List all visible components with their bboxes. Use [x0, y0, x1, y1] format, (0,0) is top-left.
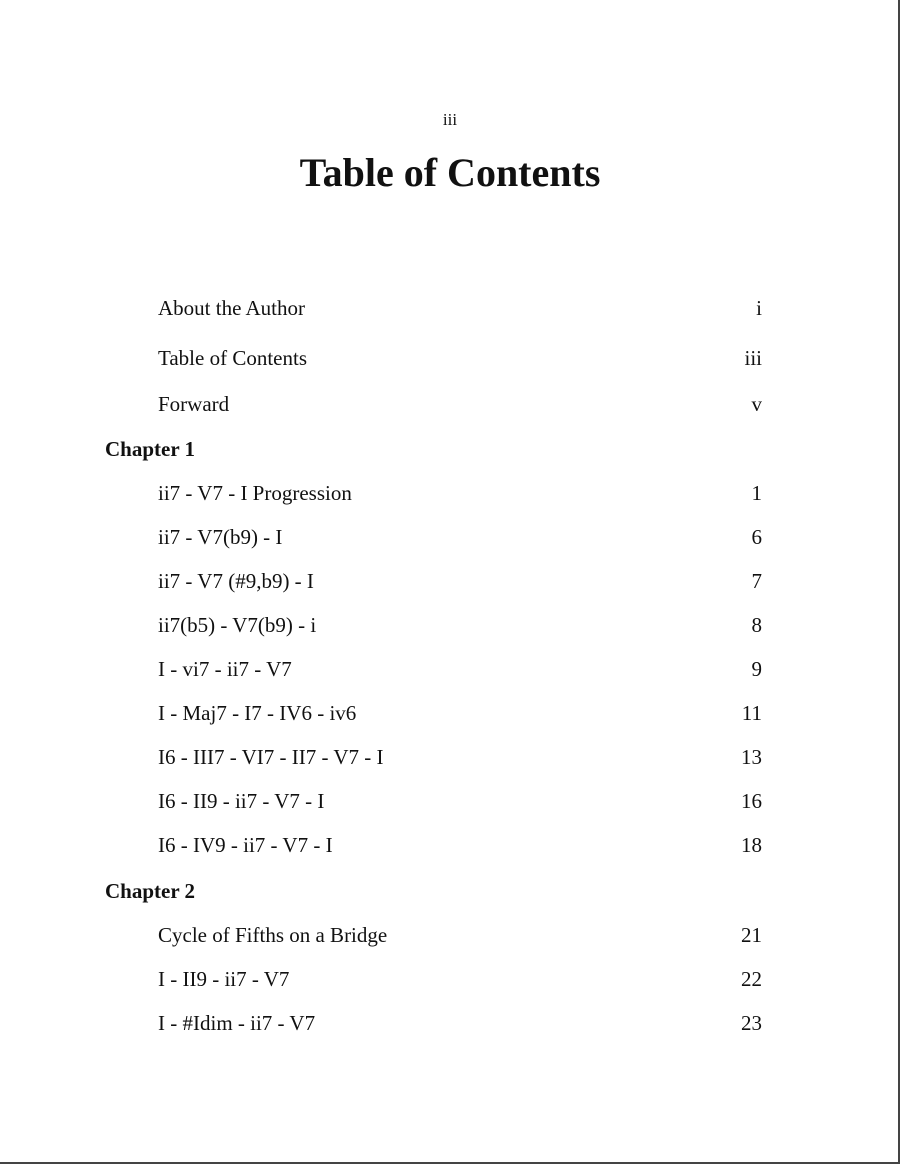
toc-entry[interactable] — [158, 786, 762, 816]
toc-entry-title: Table of Contents — [158, 346, 307, 370]
toc-entry-title: ii7 - V7 (#9,b9) - I — [158, 569, 314, 593]
toc-entry[interactable] — [158, 920, 762, 950]
toc-entry-page: 6 — [751, 525, 762, 549]
toc-entry-title: I6 - III7 - VI7 - II7 - V7 - I — [158, 745, 384, 769]
toc-entry-page: 11 — [741, 701, 762, 725]
toc-entry-page: 23 — [741, 1011, 762, 1035]
page-title: Table of Contents — [299, 150, 601, 195]
toc-entry-page: 13 — [741, 745, 762, 769]
toc-entry-title: I6 - II9 - ii7 - V7 - I — [158, 789, 325, 813]
toc-entry-page: 21 — [741, 923, 762, 947]
toc-entry-page: 18 — [741, 833, 762, 857]
toc-entry-title: ii7(b5) - V7(b9) - i — [158, 613, 317, 637]
toc-entry-page: iii — [744, 346, 762, 370]
toc-entry[interactable] — [158, 522, 762, 552]
toc-entry-title: I - #Idim - ii7 - V7 — [158, 1011, 316, 1035]
toc-entry-page: 16 — [741, 789, 762, 813]
toc-entry-title: I - Maj7 - I7 - IV6 - iv6 — [158, 701, 357, 725]
toc-entry[interactable] — [158, 698, 762, 728]
toc-entry-page: i — [756, 296, 762, 320]
toc-entry-page: v — [751, 392, 762, 416]
toc-entry[interactable] — [158, 964, 762, 994]
page-number: iii — [442, 110, 458, 129]
toc-entry-page: 9 — [751, 657, 762, 681]
toc-entry[interactable] — [158, 1008, 762, 1038]
toc-entry-about-the-author[interactable] — [158, 293, 762, 323]
toc-entry-title: I - vi7 - ii7 - V7 — [158, 657, 292, 681]
toc-entry-title: ii7 - V7(b9) - I — [158, 525, 283, 549]
toc-entry-title: I - II9 - ii7 - V7 — [158, 967, 290, 991]
toc-entry[interactable] — [158, 478, 762, 508]
toc-entry-page: 1 — [751, 481, 762, 505]
toc-entry-title: I6 - IV9 - ii7 - V7 - I — [158, 833, 333, 857]
toc-entry-page: 7 — [751, 569, 762, 593]
toc-entry[interactable] — [158, 566, 762, 596]
toc-entry[interactable] — [158, 654, 762, 684]
toc-entry-title: Forward — [158, 392, 230, 416]
chapter-2-heading: Chapter 2 — [105, 879, 196, 903]
toc-entry-title: Cycle of Fifths on a Bridge — [158, 923, 388, 947]
toc-entry-title: ii7 - V7 - I Progression — [158, 481, 352, 505]
toc-entry[interactable] — [158, 742, 762, 772]
toc-entry-page: 22 — [741, 967, 762, 991]
toc-entry-title: About the Author — [158, 296, 305, 320]
toc-entry-forward[interactable] — [158, 389, 762, 419]
chapter-1-heading: Chapter 1 — [105, 437, 196, 461]
toc-entry-table-of-contents[interactable] — [158, 343, 762, 373]
toc-entry-page: 8 — [751, 613, 762, 637]
toc-entry[interactable] — [158, 610, 762, 640]
toc-entry[interactable] — [158, 830, 762, 860]
